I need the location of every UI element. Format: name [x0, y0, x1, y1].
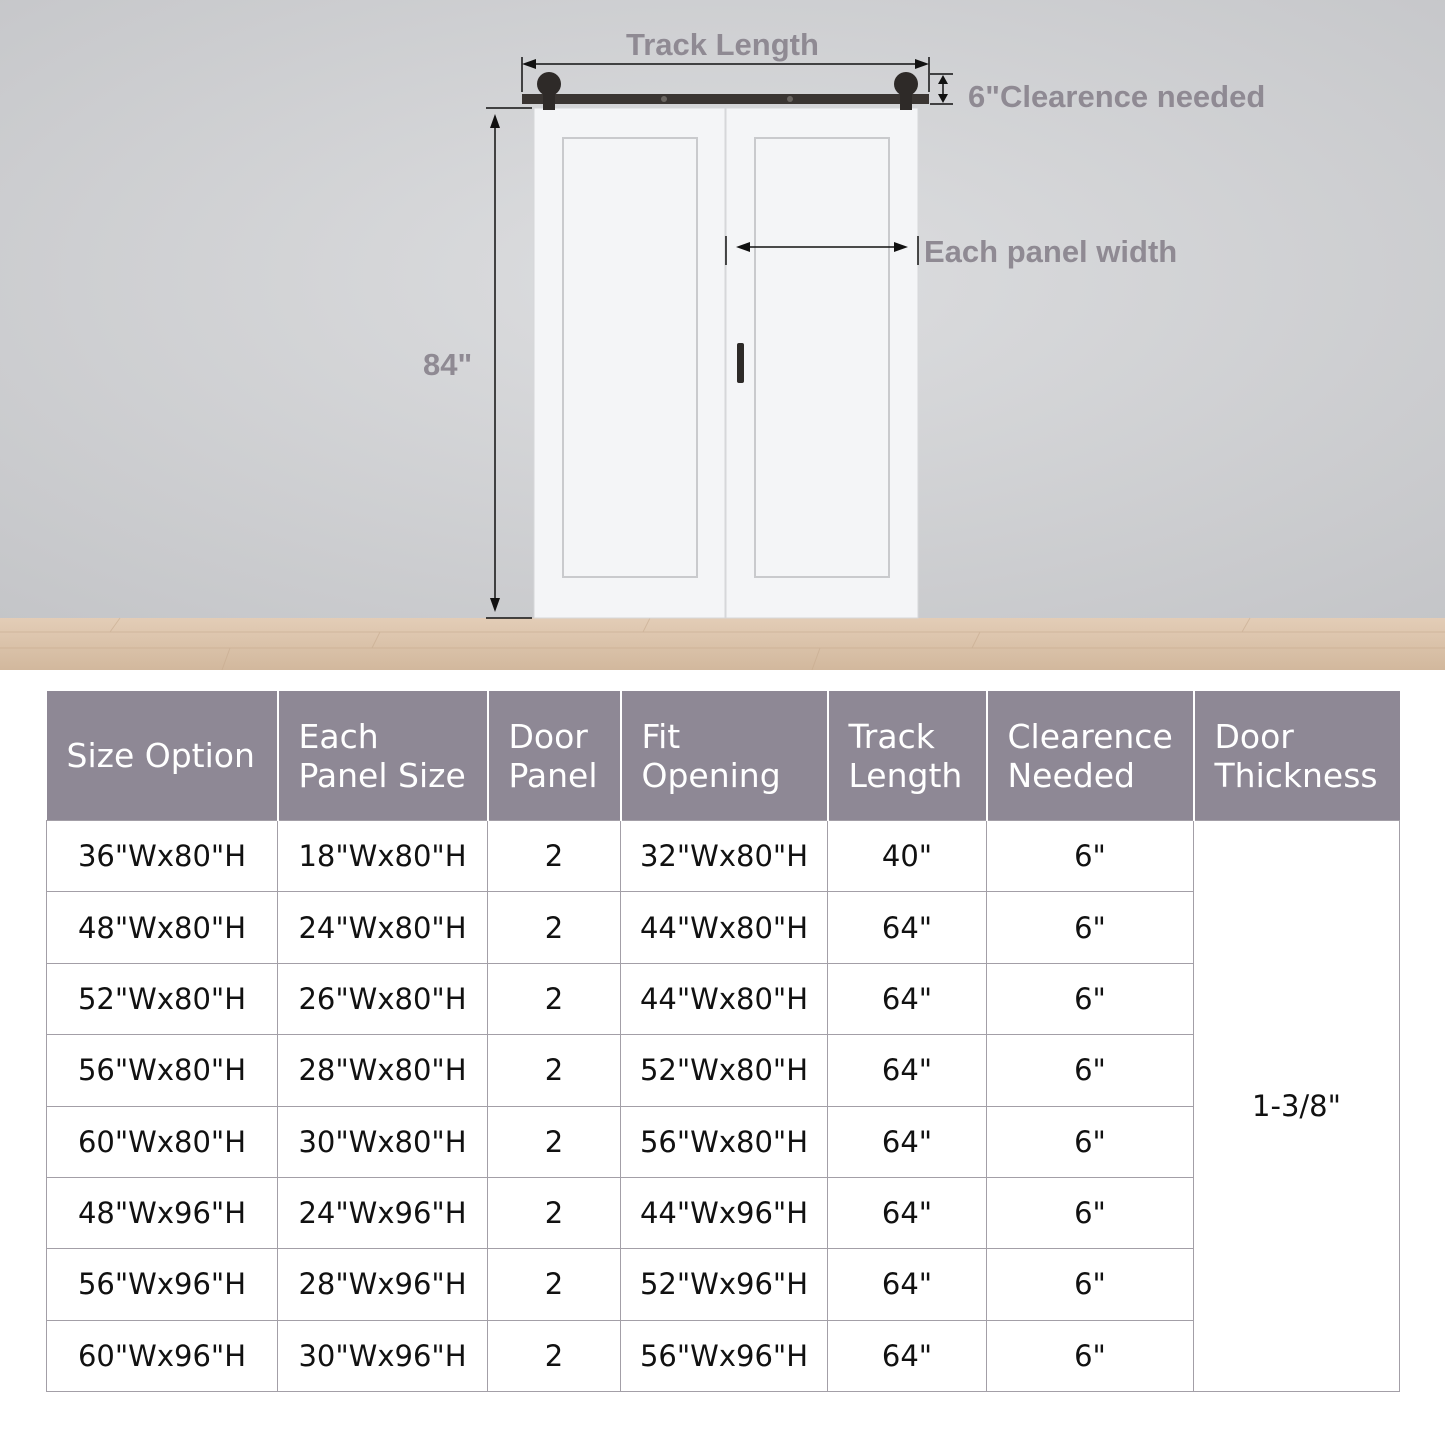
door-panel-cell: 2	[488, 1035, 621, 1106]
fit-opening-cell: 44"Wx80"H	[621, 963, 828, 1034]
track-length-cell: 64"	[828, 1106, 987, 1177]
track-length-cell: 64"	[828, 1177, 987, 1248]
clearance-cell: 6"	[987, 963, 1194, 1034]
size-chart-table	[46, 691, 1400, 1392]
door-panel-cell: 2	[488, 1249, 621, 1320]
panel-size-cell: 28"Wx80"H	[278, 1035, 488, 1106]
clearance-cell: 6"	[987, 1035, 1194, 1106]
track-length-cell: 64"	[828, 1320, 987, 1391]
track-length-label: Track Length	[626, 27, 819, 62]
panel-size-cell: 18"Wx80"H	[278, 821, 488, 892]
track-length-cell: 64"	[828, 1035, 987, 1106]
door-handle	[737, 343, 744, 383]
header-panel-size: Each Panel Size	[278, 691, 488, 821]
clearance-cell: 6"	[987, 821, 1194, 892]
size-option-cell: 48"Wx80"H	[47, 892, 278, 963]
fit-opening-cell: 44"Wx96"H	[621, 1177, 828, 1248]
size-option-cell: 56"Wx80"H	[47, 1035, 278, 1106]
panel-size-cell: 26"Wx80"H	[278, 963, 488, 1034]
header-door-panel: Door Panel	[488, 691, 621, 821]
size-option-cell: 48"Wx96"H	[47, 1177, 278, 1248]
table-row	[47, 821, 1400, 892]
table-header-row	[47, 691, 1400, 821]
fit-opening-cell: 56"Wx80"H	[621, 1106, 828, 1177]
door-panel-cell: 2	[488, 1320, 621, 1391]
clearance-cell: 6"	[987, 1249, 1194, 1320]
fit-opening-cell: 44"Wx80"H	[621, 892, 828, 963]
header-clearance: Clearence Needed	[987, 691, 1194, 821]
panel-size-cell: 24"Wx96"H	[278, 1177, 488, 1248]
fit-opening-cell: 32"Wx80"H	[621, 821, 828, 892]
panel-size-cell: 24"Wx80"H	[278, 892, 488, 963]
door-panel-cell: 2	[488, 1106, 621, 1177]
door-panel-cell: 2	[488, 1177, 621, 1248]
fit-opening-cell: 52"Wx96"H	[621, 1249, 828, 1320]
fit-opening-cell: 52"Wx80"H	[621, 1035, 828, 1106]
track-bolt	[787, 96, 793, 102]
track-length-cell: 64"	[828, 963, 987, 1034]
track-bolt	[661, 96, 667, 102]
fit-opening-cell: 56"Wx96"H	[621, 1320, 828, 1391]
clearance-label: 6"Clearence needed	[968, 79, 1266, 114]
header-size-option: Size Option	[47, 691, 278, 821]
clearance-cell: 6"	[987, 1177, 1194, 1248]
size-option-cell: 60"Wx80"H	[47, 1106, 278, 1177]
track-length-cell: 64"	[828, 1249, 987, 1320]
barn-door-left	[534, 108, 725, 618]
clearance-cell: 6"	[987, 892, 1194, 963]
header-track-length: Track Length	[828, 691, 987, 821]
header-door-thickness: Door Thickness	[1194, 691, 1400, 821]
door-panel-cell: 2	[488, 963, 621, 1034]
size-option-cell: 52"Wx80"H	[47, 963, 278, 1034]
panel-size-cell: 30"Wx96"H	[278, 1320, 488, 1391]
track-length-cell: 40"	[828, 821, 987, 892]
size-option-cell: 36"Wx80"H	[47, 821, 278, 892]
door-panel-cell: 2	[488, 892, 621, 963]
barn-door-right	[726, 108, 918, 618]
size-option-cell: 60"Wx96"H	[47, 1320, 278, 1391]
size-option-cell: 56"Wx96"H	[47, 1249, 278, 1320]
panel-size-cell: 28"Wx96"H	[278, 1249, 488, 1320]
door-panel-cell: 2	[488, 821, 621, 892]
door-thickness-cell: 1-3/8"	[1194, 821, 1400, 1392]
track-rail	[522, 94, 929, 104]
clearance-cell: 6"	[987, 1106, 1194, 1177]
panel-size-cell: 30"Wx80"H	[278, 1106, 488, 1177]
track-length-cell: 64"	[828, 892, 987, 963]
clearance-cell: 6"	[987, 1320, 1194, 1391]
panel-width-label: Each panel width	[924, 234, 1178, 269]
floor	[0, 618, 1445, 670]
door-height-label: 84"	[423, 347, 473, 382]
header-fit-opening: Fit Opening	[621, 691, 828, 821]
